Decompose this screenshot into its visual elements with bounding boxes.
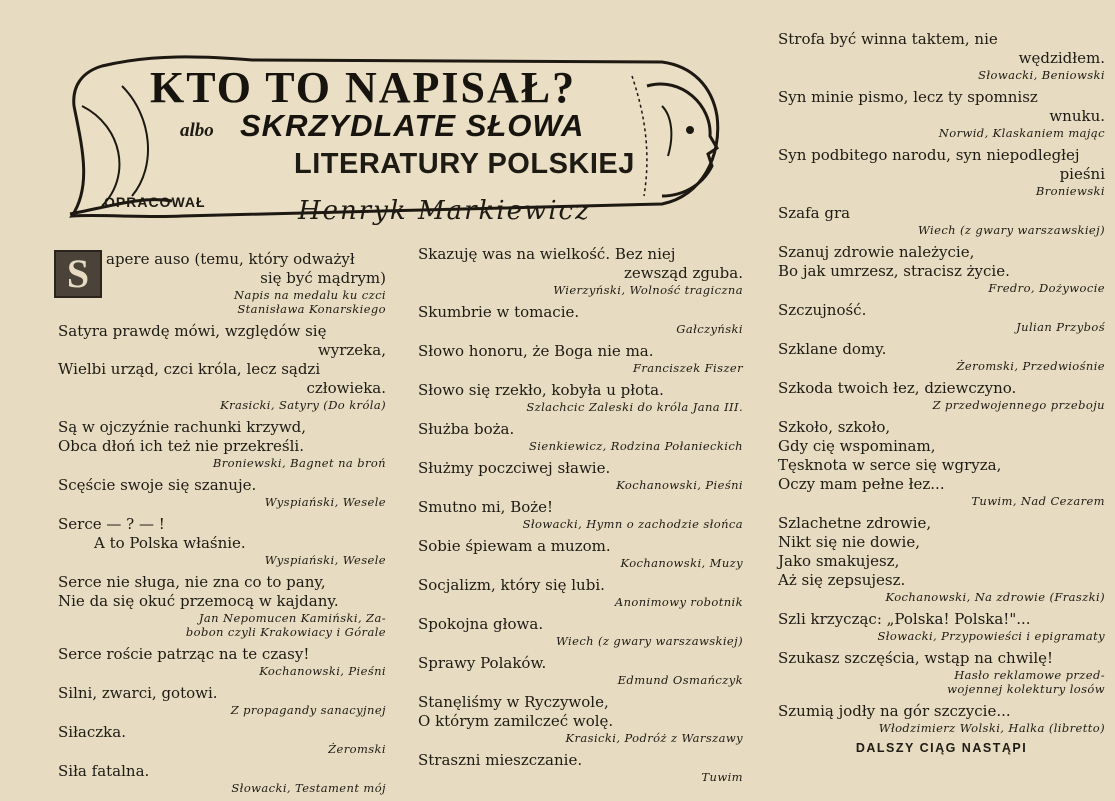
quote-line: wędzidłem. — [1018, 49, 1105, 67]
quote-text — [778, 243, 1105, 281]
quote-text — [778, 649, 1105, 668]
quote-line: Nie da się okuć przemocą w kajdany. — [58, 592, 339, 610]
quote-text — [418, 245, 743, 283]
quote-text — [778, 379, 1105, 398]
quote-entry — [418, 459, 743, 492]
quote-text — [418, 303, 743, 322]
quote-line: apere auso (temu, który odważył — [106, 250, 355, 268]
column-3 — [778, 30, 1105, 755]
quote-line: Siłaczka. — [58, 723, 126, 741]
to-be-continued: DALSZY CIĄG NASTĄPI — [855, 741, 1028, 755]
quote-line: się być mądrym) — [260, 269, 386, 287]
quote-line: Gdy cię wspominam, — [778, 437, 936, 455]
quote-text — [418, 459, 743, 478]
quote-source: Szlachcic Zaleski do króla Jana III. — [526, 400, 743, 414]
quote-text — [58, 322, 386, 398]
quote-line: Obca dłoń ich też nie przekreśli. — [58, 437, 304, 455]
quote-line: Scęście swoje się szanuje. — [58, 476, 257, 494]
quote-text — [778, 610, 1105, 629]
quote-source: bobon czyli Krakowiacy i Górale — [185, 625, 386, 639]
quote-entry — [778, 243, 1105, 295]
quote-source: Kochanowski, Muzy — [620, 556, 743, 570]
quote-text — [58, 645, 386, 664]
quote-entry — [778, 610, 1105, 643]
quote-text — [418, 342, 743, 361]
quote-text — [58, 762, 386, 781]
quote-line: człowieka. — [306, 379, 386, 397]
quote-entry — [58, 762, 386, 795]
quote-source: Norwid, Klaskaniem mając — [938, 126, 1105, 140]
quote-source: Słowacki, Beniowski — [978, 68, 1105, 82]
quote-line: Siła fatalna. — [58, 762, 150, 780]
quote-entry — [418, 576, 743, 609]
quote-line: Socjalizm, który się lubi. — [418, 576, 605, 594]
compiled-by-label: OPRACOWAŁ — [104, 194, 206, 210]
quote-entry — [778, 88, 1105, 140]
albo-label: albo — [180, 120, 214, 141]
quote-text — [418, 615, 743, 634]
quote-line: Silni, zwarci, gotowi. — [58, 684, 218, 702]
quote-line: Smutno mi, Boże! — [418, 498, 554, 516]
quote-entry — [418, 245, 743, 297]
title-banner — [62, 46, 727, 228]
quote-entry — [778, 702, 1105, 735]
quote-source: Słowacki, Testament mój — [231, 781, 386, 795]
quote-text — [778, 514, 1105, 590]
quote-line: Bo jak umrzesz, stracisz życie. — [778, 262, 1010, 280]
subtitle-skrzydlate: SKRZYDLATE SŁOWA — [240, 108, 585, 143]
quote-source: Tuwim, Nad Cezarem — [971, 494, 1105, 508]
quote-source: Wyspiański, Wesele — [264, 553, 386, 567]
quote-entry — [778, 146, 1105, 198]
quote-line: Szli krzycząc: „Polska! Polska!"... — [778, 610, 1031, 628]
author-name: Henryk Markiewicz — [298, 196, 591, 226]
quote-source: Sienkiewicz, Rodzina Połanieckich — [529, 439, 743, 453]
quote-text — [778, 340, 1105, 359]
quote-source: Wiech (z gwary warszawskiej) — [918, 223, 1105, 237]
quote-source: Gałczyński — [676, 322, 743, 336]
quote-line: Aż się zepsujesz. — [778, 571, 906, 589]
quote-line: Słowo honoru, że Boga nie ma. — [418, 342, 654, 360]
column-1 — [58, 250, 386, 801]
drop-cap: S — [54, 250, 102, 298]
quote-source: Żeromski — [328, 742, 386, 756]
quote-text — [778, 301, 1105, 320]
quote-line: wnuku. — [1049, 107, 1105, 125]
quote-text — [58, 515, 386, 553]
quote-source: Z przedwojennego przeboju — [932, 398, 1105, 412]
quote-entry — [778, 301, 1105, 334]
quote-text — [778, 418, 1105, 494]
quote-line: Spokojna głowa. — [418, 615, 544, 633]
quote-line: Służmy poczciwej sławie. — [418, 459, 611, 477]
quote-line: zewsząd zguba. — [623, 264, 743, 282]
quote-line: Są w ojczyźnie rachunki krzywd, — [58, 418, 307, 436]
quote-line: Oczy mam pełne łez... — [778, 475, 945, 493]
quote-source: Anonimowy robotnik — [614, 595, 743, 609]
quote-text — [778, 146, 1105, 184]
quote-line: Szumią jodły na gór szczycie... — [778, 702, 1011, 720]
quote-line: Słowo się rzekło, kobyła u płota. — [418, 381, 664, 399]
quote-line: Serce — ? — ! — [58, 515, 165, 533]
quote-line: O którym zamilczeć wolę. — [418, 712, 614, 730]
column-2 — [418, 245, 743, 790]
quote-line: Szkoło, szkoło, — [778, 418, 891, 436]
quote-entry — [58, 684, 386, 717]
quote-line: Skazuję was na wielkość. Bez niej — [418, 245, 676, 263]
quote-entry — [778, 204, 1105, 237]
quote-line: Sobie śpiewam a muzom. — [418, 537, 611, 555]
quote-line: Wielbi urząd, czci króla, lecz sądzi — [58, 360, 321, 378]
quote-text — [58, 684, 386, 703]
quote-entry — [58, 322, 386, 412]
quote-line: Szanuj zdrowie należycie, — [778, 243, 975, 261]
quote-entry — [58, 723, 386, 756]
quote-source: Z propagandy sanacyjnej — [230, 703, 386, 717]
quote-source: Żeromski, Przedwiośnie — [956, 359, 1105, 373]
quote-text — [58, 476, 386, 495]
quote-text — [418, 654, 743, 673]
quote-line: Stanęliśmy w Ryczywole, — [418, 693, 609, 711]
quote-entry — [778, 514, 1105, 604]
quote-line: Jako smakujesz, — [778, 552, 900, 570]
quote-entry — [418, 342, 743, 375]
quote-text — [418, 751, 743, 770]
quote-line: Szukasz szczęścia, wstąp na chwilę! — [778, 649, 1054, 667]
quote-source: Franciszek Fiszer — [633, 361, 743, 375]
quote-line: wyrzeka, — [317, 341, 386, 359]
quote-text — [418, 420, 743, 439]
quote-text — [778, 702, 1105, 721]
quote-entry — [778, 379, 1105, 412]
quote-source: Kochanowski, Pieśni — [259, 664, 386, 678]
quote-text — [418, 693, 743, 731]
quote-text — [58, 573, 386, 611]
quote-entry — [418, 381, 743, 414]
quote-source: Tuwim — [701, 770, 743, 784]
quote-entry — [418, 537, 743, 570]
quote-entry — [778, 340, 1105, 373]
quote-line: Służba boża. — [418, 420, 515, 438]
quote-line: Straszni mieszczanie. — [418, 751, 583, 769]
quote-entry — [418, 615, 743, 648]
quote-source: Słowacki, Przypowieści i epigramaty — [877, 629, 1105, 643]
quote-line: pieśni — [1059, 165, 1105, 183]
quote-line: Satyra prawdę mówi, względów się — [58, 322, 327, 340]
quote-line: Strofa być winna taktem, nie — [778, 30, 998, 48]
quote-entry — [418, 693, 743, 745]
quote-text — [58, 418, 386, 456]
quote-line: Szlachetne zdrowie, — [778, 514, 932, 532]
quote-entry — [58, 476, 386, 509]
quote-text — [418, 537, 743, 556]
quote-line: Tęsknota w serce się wgryza, — [778, 456, 1002, 474]
quote-source: Edmund Osmańczyk — [617, 673, 743, 687]
quote-source: Broniewski — [1035, 184, 1105, 198]
quote-text — [58, 723, 386, 742]
quote-source: Wyspiański, Wesele — [264, 495, 386, 509]
quote-line: Serce nie sługa, nie zna co to pany, — [58, 573, 326, 591]
quote-entry — [418, 420, 743, 453]
quote-entry — [58, 645, 386, 678]
quote-source: Napis na medalu ku czci — [234, 288, 386, 302]
quote-entry — [418, 751, 743, 784]
quote-source: Jan Nepomucen Kamiński, Za- — [198, 611, 386, 625]
page-title: KTO TO NAPISAŁ? — [150, 63, 577, 112]
quote-source: Wierzyński, Wolność tragiczna — [553, 283, 743, 297]
quote-source: Włodzimierz Wolski, Halka (libretto) — [878, 721, 1105, 735]
quote-text — [778, 88, 1105, 126]
quote-entry — [418, 654, 743, 687]
quote-entry — [58, 515, 386, 567]
quote-line: Nikt się nie dowie, — [778, 533, 920, 551]
subtitle-literatury: LITERATURY POLSKIEJ — [294, 148, 635, 180]
quote-entry — [778, 30, 1105, 82]
quote-source: Słowacki, Hymn o zachodzie słońca — [522, 517, 743, 531]
quote-line: Szczujność. — [778, 301, 867, 319]
quote-text — [778, 204, 1105, 223]
quote-entry — [58, 418, 386, 470]
quote-line: Szafa gra — [778, 204, 851, 222]
quote-line: A to Polska właśnie. — [94, 534, 246, 552]
quote-line: Skumbrie w tomacie. — [418, 303, 580, 321]
quote-line: Syn minie pismo, lecz ty spomnisz — [778, 88, 1038, 106]
quote-line: Syn podbitego narodu, syn niepodległej — [778, 146, 1080, 164]
quote-text — [778, 30, 1105, 68]
quote-text — [418, 576, 743, 595]
quote-source: Wiech (z gwary warszawskiej) — [556, 634, 743, 648]
quote-source: Julian Przyboś — [1016, 320, 1105, 334]
quote-source: Krasicki, Podróż z Warszawy — [565, 731, 743, 745]
quote-source: wojennej kolektury losów — [947, 682, 1105, 696]
quote-entry — [418, 303, 743, 336]
quote-source: Broniewski, Bagnet na broń — [212, 456, 386, 470]
quote-source: Hasło reklamowe przed- — [954, 668, 1105, 682]
quote-line: Szklane domy. — [778, 340, 887, 358]
quote-entry — [58, 573, 386, 639]
quote-line: Szkoda twoich łez, dziewczyno. — [778, 379, 1017, 397]
quote-entry — [58, 250, 386, 316]
quote-source: Krasicki, Satyry (Do króla) — [220, 398, 386, 412]
quote-source: Fredro, Dożywocie — [988, 281, 1105, 295]
quote-line: Serce roście patrząc na te czasy! — [58, 645, 310, 663]
quote-entry — [778, 418, 1105, 508]
quote-text — [418, 498, 743, 517]
quote-source: Kochanowski, Pieśni — [616, 478, 743, 492]
quote-entry — [418, 498, 743, 531]
quote-source: Stanisława Konarskiego — [237, 302, 386, 316]
quote-text — [418, 381, 743, 400]
quote-line: Sprawy Polaków. — [418, 654, 547, 672]
quote-source: Kochanowski, Na zdrowie (Fraszki) — [885, 590, 1105, 604]
quote-entry — [778, 649, 1105, 696]
